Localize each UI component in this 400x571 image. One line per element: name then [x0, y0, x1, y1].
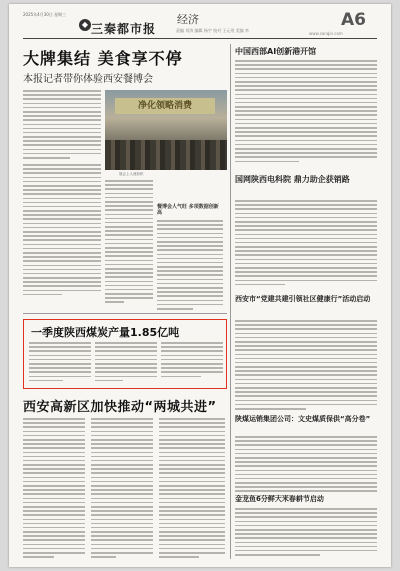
right-headline-1: 中国西部AI创新港开馆 [235, 47, 317, 56]
newspaper-logo: 三秦都市报 [91, 22, 157, 36]
right-headline-5: 金龙鱼6分鲜大米春耕节启动 [235, 495, 324, 503]
body-text-column [23, 418, 85, 560]
issue-date: 2025年4月30日 星期三 [23, 12, 67, 17]
section-name: 经济 [177, 13, 199, 26]
body-text-column [235, 436, 377, 499]
body-text-column [23, 90, 101, 161]
right-headline-4: 陕煤运销集团公司：文史煤质保供“高分卷” [235, 415, 371, 423]
body-text-column [95, 342, 157, 384]
body-text-column [235, 508, 377, 558]
body-text-column [91, 418, 153, 560]
main-headline: 大牌集结 美食享不停 [23, 49, 183, 68]
body-text-column [159, 418, 225, 560]
masthead-rule [23, 38, 377, 39]
main-subhead: 本报记者带你体验西安餐博会 [23, 74, 153, 85]
page-number: A6 [341, 10, 366, 30]
highlighted-headline: 一季度陕西煤炭产量1.85亿吨 [31, 326, 180, 339]
photo-caption: 展会上人流如织 [119, 172, 144, 176]
body-text-column [23, 164, 101, 298]
body-text-column [235, 60, 377, 165]
column-divider [230, 44, 231, 559]
section-rule [23, 313, 227, 314]
body-text-column [29, 342, 91, 384]
site-url: www.sanqin.com [309, 31, 343, 36]
body-text-column [235, 320, 377, 412]
photo-sign: 净化领略消费 [115, 98, 215, 114]
right-headline-2: 国网陕西电科院 鼎力助企获销路 [235, 175, 350, 184]
body-text-column [161, 342, 223, 380]
editor-line: 责编 刘涛 编辑 杨宇 校对 王元用 美编 李 [176, 28, 249, 33]
photo-crowd [105, 140, 227, 170]
news-photo [105, 90, 227, 170]
body-text-column [157, 220, 223, 312]
body-text-column [235, 200, 377, 288]
body-text-column [105, 180, 153, 306]
lower-headline: 西安高新区加快推动“两城共进” [23, 400, 217, 415]
mid-headline: 餐博会人气旺 多项数据创新高 [157, 204, 219, 216]
right-headline-3: 西安市“党建共建引领社区健康行”活动启动 [235, 295, 371, 303]
newspaper-page [9, 4, 391, 567]
newspaper-logo-icon: ◆ [79, 19, 91, 31]
